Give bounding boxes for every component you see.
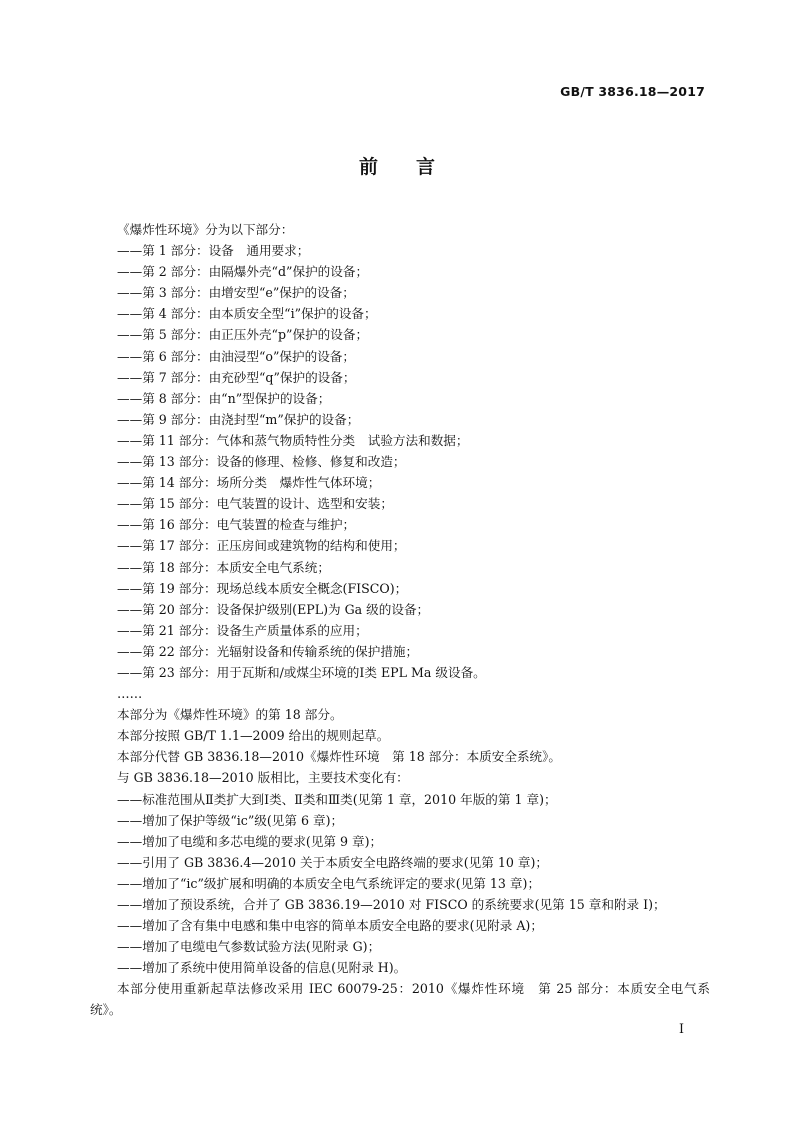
list-item: ——第 7 部分：由充砂型“q”保护的设备； [117,369,356,385]
list-item: ——第 20 部分：设备保护级别(EPL)为 Ga 级的设备； [117,601,430,617]
page-title: 前言 [358,156,473,178]
paragraph-line: 本部分使用重新起草法修改采用 IEC 60079-25：2010《爆炸性环境 第 25 部分：本质安全电气系 [117,981,710,997]
list-item: ——第 2 部分：由隔爆外壳“d”保护的设备； [117,264,369,280]
list-item: ——第 23 部分：用于瓦斯和/或煤尘环境的Ⅰ类 EPL Ma 级设备。 [117,664,486,680]
list-item: ——增加了“ic”级扩展和明确的本质安全电气系统评定的要求(见第 13 章)； [117,875,541,891]
list-item: ——第 3 部分：由增安型“e”保护的设备； [117,285,355,301]
list-item: ——第 6 部分：由油浸型“o”保护的设备； [117,348,355,364]
ellipsis: …… [117,686,143,702]
list-item: ——第 4 部分：由本质安全型“i”保护的设备； [117,306,377,322]
paragraph-line: 本部分为《爆炸性环境》的第 18 部分。 [117,707,343,723]
list-item: ——第 11 部分：气体和蒸气物质特性分类 试验方法和数据； [117,432,469,448]
foreword-body [90,219,710,1021]
standard-code: GB/T 3836.18—2017 [560,84,705,99]
list-item: ——第 17 部分：正压房间或建筑物的结构和使用； [117,538,406,554]
list-item: ——第 19 部分：现场总线本质安全概念(FISCO)； [117,580,408,596]
list-item: ——第 9 部分：由浇封型“m”保护的设备； [117,411,360,427]
list-item: ——第 5 部分：由正压外壳“p”保护的设备； [117,327,369,343]
page-number: I [679,1021,684,1036]
list-item: ——第 18 部分：本质安全电气系统； [117,559,330,575]
list-item: ——增加了预设系统，合并了 GB 3836.19—2010 对 FISCO 的系统要求(见第 15 章和附录 I)； [117,897,666,912]
list-item: ——第 8 部分：由“n”型保护的设备； [117,390,331,406]
list-item: ——第 22 部分：光辐射设备和传输系统的保护措施； [117,643,419,659]
paragraph-line: 统》。 [90,1002,122,1018]
paragraph-line: 本部分按照 GB/T 1.1—2009 给出的规则起草。 [117,728,390,744]
list-item: ——第 13 部分：设备的修理、检修、修复和改造； [117,454,406,470]
list-item: ——增加了系统中使用简单设备的信息(见附录 H)。 [117,960,407,976]
list-item: ——第 1 部分：设备 通用要求； [117,243,310,259]
list-item: ——第 21 部分：设备生产质量体系的应用； [117,622,368,638]
list-item: ——增加了电缆和多芯电缆的要求(见第 9 章)； [117,833,383,849]
paragraph-line: 《爆炸性环境》分为以下部分： [117,222,294,237]
list-item: ——第 16 部分：电气装置的检查与维护； [117,517,356,533]
list-item: ——增加了保护等级“ic”级(见第 6 章)； [117,812,344,828]
list-item: ——标准范围从Ⅱ类扩大到Ⅰ类、Ⅱ类和Ⅲ类(见第 1 章，2010 年版的第 1 章)； [117,791,557,807]
paragraph-line: 与 GB 3836.18—2010 版相比，主要技术变化有： [117,770,409,786]
paragraph-line: 本部分代替 GB 3836.18—2010《爆炸性环境 第 18 部分：本质安全系统》。 [117,749,562,765]
list-item: ——第 15 部分：电气装置的设计、选型和安装； [117,496,393,512]
list-item: ——增加了含有集中电感和集中电容的简单本质安全电路的要求(见附录 A)； [117,918,543,934]
list-item: ——增加了电缆电气参数试验方法(见附录 G)； [117,939,381,955]
list-item: ——引用了 GB 3836.4—2010 关于本质安全电路终端的要求(见第 10 章)； [117,854,548,870]
list-item: ——第 14 部分：场所分类 爆炸性气体环境； [117,475,381,491]
